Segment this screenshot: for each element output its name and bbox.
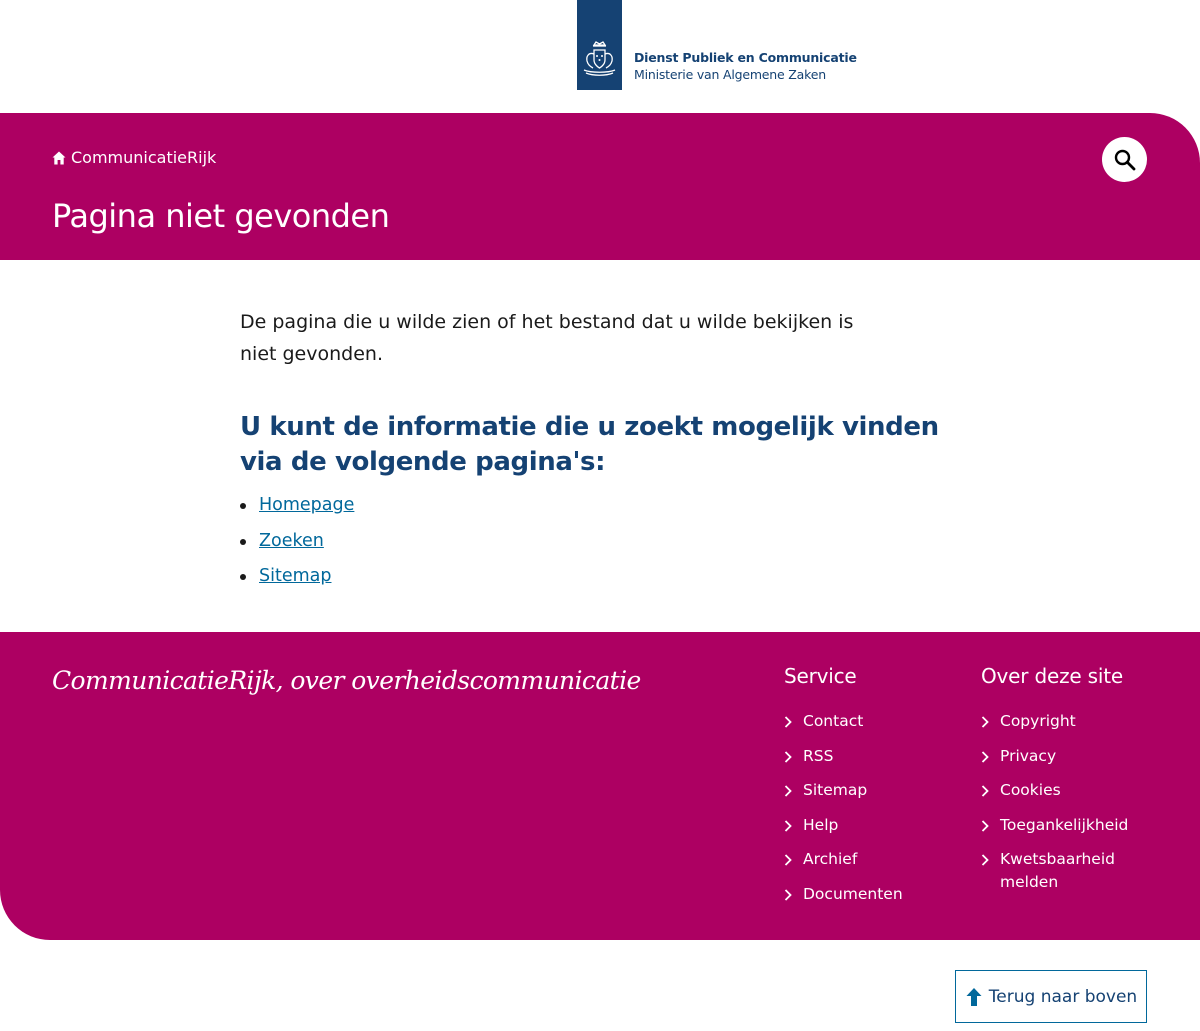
footer-link-sitemap[interactable]: Sitemap [803, 781, 868, 799]
chevron-right-icon [981, 716, 989, 728]
footer-item-kwetsbaarheid [981, 848, 1171, 894]
footer-item-documenten [784, 883, 974, 906]
footer-about-column [981, 664, 1171, 906]
chevron-right-icon [981, 751, 989, 763]
footer-link-archief[interactable]: Archief [803, 850, 858, 868]
site-header [0, 0, 1200, 113]
footer-item-help [784, 814, 974, 837]
footer-item-archief [784, 848, 974, 871]
ministry-name: Ministerie van Algemene Zaken [634, 67, 826, 82]
chevron-right-icon [784, 751, 792, 763]
logo[interactable] [577, 0, 622, 90]
hero-band [0, 113, 1200, 260]
footer-service-column [784, 664, 974, 917]
chevron-right-icon [784, 785, 792, 797]
footer-about-heading: Over deze site [981, 664, 1123, 688]
org-name: Dienst Publiek en Communicatie [634, 50, 857, 65]
chevron-right-icon [981, 854, 989, 866]
link-homepage[interactable]: Homepage [259, 495, 355, 515]
list-item [240, 565, 940, 601]
footer-link-cookies[interactable]: Cookies [1000, 781, 1061, 799]
chevron-right-icon [981, 820, 989, 832]
search-button[interactable] [1102, 137, 1147, 182]
chevron-right-icon [784, 820, 792, 832]
arrow-up-icon [965, 987, 983, 1007]
site-footer [0, 632, 1200, 940]
chevron-right-icon [981, 785, 989, 797]
footer-link-contact[interactable]: Contact [803, 712, 864, 730]
footer-item-privacy [981, 745, 1171, 768]
footer-item-toegankelijkheid [981, 814, 1171, 837]
breadcrumb-home-label: CommunicatieRijk [71, 148, 217, 167]
link-sitemap[interactable]: Sitemap [259, 566, 332, 586]
footer-item-rss [784, 745, 974, 768]
link-zoeken[interactable]: Zoeken [259, 530, 324, 551]
footer-link-toegankelijkheid[interactable]: Toegankelijkheid [1000, 815, 1129, 834]
home-icon [52, 151, 66, 165]
footer-link-rss[interactable]: RSS [803, 746, 834, 765]
footer-tagline: CommunicatieRijk, over overheidscommunicatie [52, 666, 641, 695]
breadcrumb-home[interactable] [52, 148, 216, 167]
chevron-right-icon [784, 889, 792, 901]
suggestion-list [240, 494, 940, 601]
footer-link-documenten[interactable]: Documenten [803, 884, 903, 903]
suggestions-heading: U kunt de informatie die u zoekt mogelijk vinden via de volgende pagina's: [240, 412, 939, 477]
chevron-right-icon [784, 854, 792, 866]
footer-link-copyright[interactable]: Copyright [1000, 712, 1076, 730]
footer-item-sitemap [784, 779, 974, 802]
main-content [240, 306, 940, 601]
back-to-top-button[interactable] [955, 970, 1147, 1023]
list-item [240, 494, 940, 530]
intro-text: De pagina die u wilde zien of het bestand dat u wilde bekijken is niet gevonden. [240, 311, 854, 365]
footer-item-cookies [981, 779, 1171, 802]
search-icon [1114, 149, 1136, 171]
footer-link-help[interactable]: Help [803, 815, 839, 834]
footer-service-heading: Service [784, 664, 857, 688]
footer-item-copyright [981, 710, 1171, 733]
coat-of-arms-icon [581, 40, 618, 82]
page-title: Pagina niet gevonden [52, 197, 390, 235]
back-to-top-label: Terug naar boven [988, 986, 1138, 1007]
footer-item-contact [784, 710, 974, 733]
chevron-right-icon [784, 716, 792, 728]
logo-text [634, 49, 857, 83]
list-item [240, 530, 940, 566]
footer-link-privacy[interactable]: Privacy [1000, 746, 1057, 765]
footer-link-kwetsbaarheid[interactable]: Kwetsbaarheid melden [1000, 850, 1115, 891]
